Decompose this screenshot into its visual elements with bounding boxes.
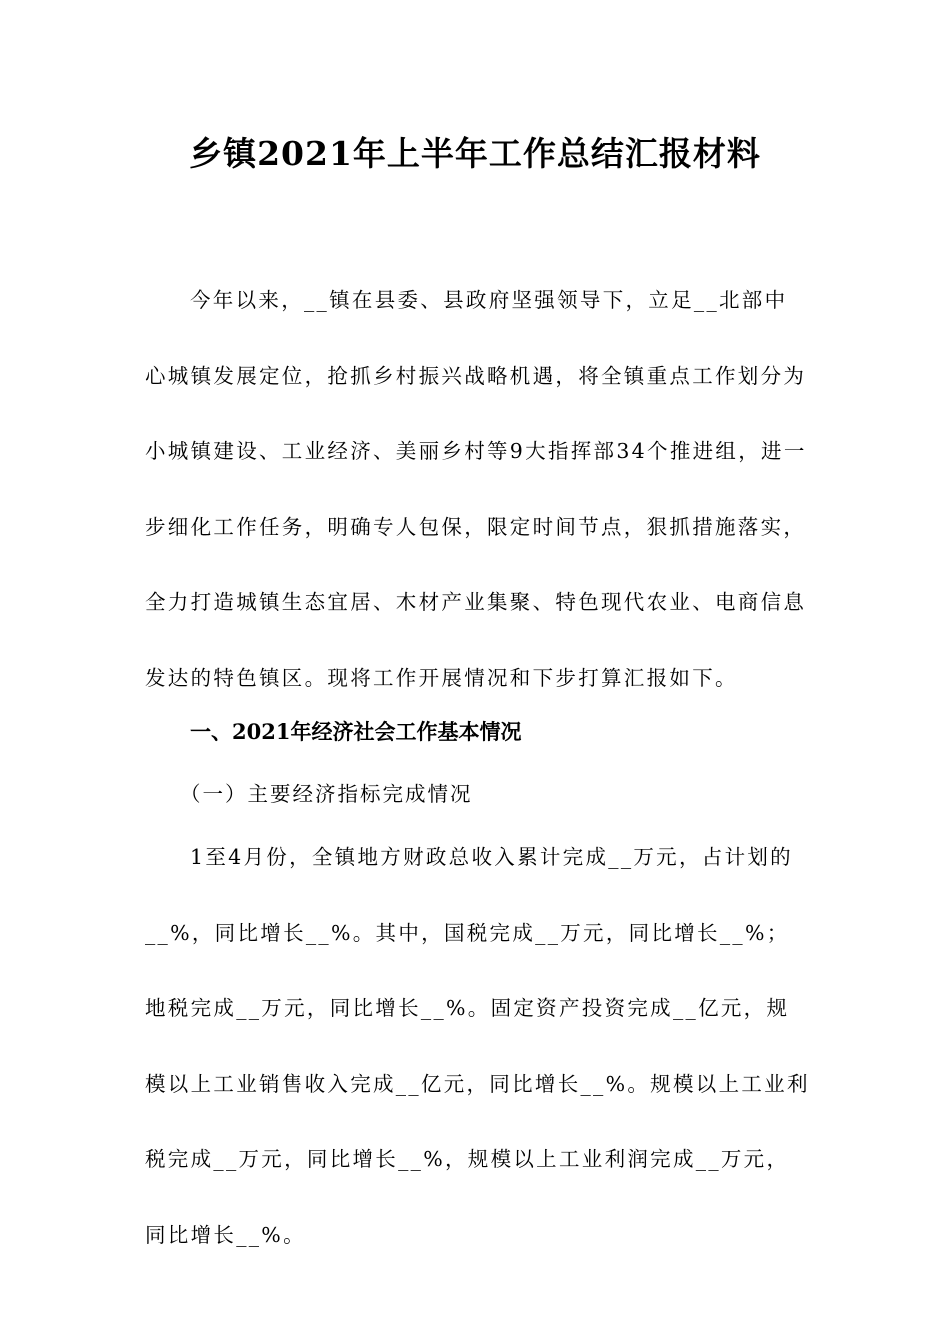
document-title: 乡镇2021年上半年工作总结汇报材料 [189, 134, 761, 173]
economic-indicators-paragraph: 1至4月份，全镇地方财政总收入累计完成__万元，占计划的__%，同比增长__%。其中，国税完成__万元，同比增长__%；地税完成__万元，同比增长__%。固定资产投资完成__亿元，规模以上工业销售收入完成__亿元，同比增长__%。规模以上工业利税完成__万元，同比增长__%，规模以上工业利润完成__万元，同比增长__%。 [145, 845, 810, 1247]
subsection-heading: （一）主要经济指标完成情况 [180, 782, 473, 806]
section-heading: 一、2021年经济社会工作基本情况 [190, 719, 522, 744]
intro-paragraph: 今年以来，__镇在县委、县政府坚强领导下，立足__北部中心城镇发展定位，抢抓乡村振兴战略机遇，将全镇重点工作划分为小城镇建设、工业经济、美丽乡村等9大指挥部34个推进组，进一步细化工作任务，明确专人包保，限定时间节点，狠抓措施落实，全力打造城镇生态宜居、木材产业集聚、特色现代农业、电商信息发达的特色镇区。现将工作开展情况和下步打算汇报如下。 [145, 288, 807, 690]
